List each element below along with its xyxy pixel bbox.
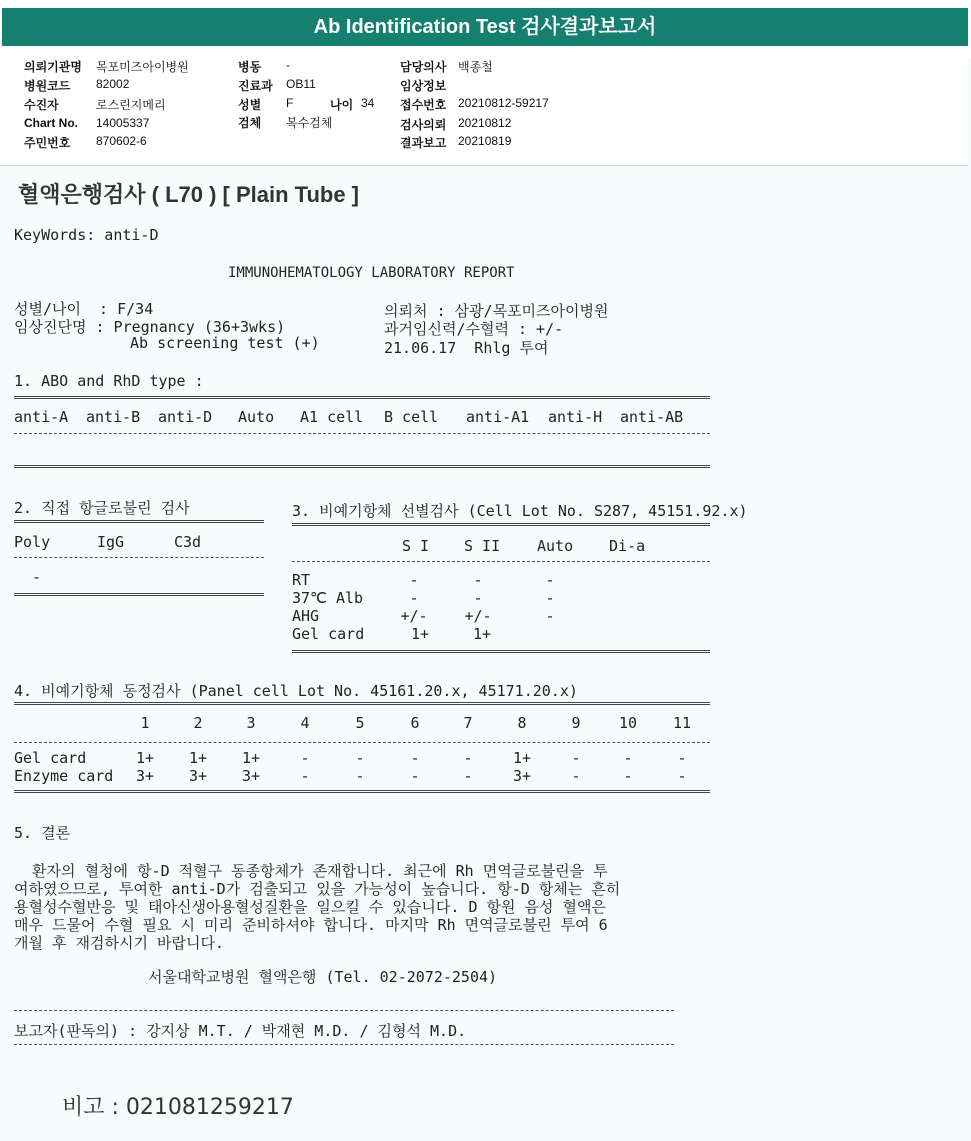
- screen-row-label: RT: [292, 571, 311, 589]
- panel-column-header: 10: [618, 714, 638, 732]
- panel-cell: -: [623, 767, 633, 785]
- section-3-title: 3. 비예기항체 선별검사 (Cell Lot No. S287, 45151.92.x): [292, 502, 748, 520]
- abo-header: anti-A: [14, 408, 69, 426]
- section-1-title: 1. ABO and RhD type :: [14, 372, 204, 390]
- divider: [14, 465, 710, 468]
- divider: [14, 1044, 674, 1045]
- section-2-title: 2. 직접 항글로불린 검사: [14, 499, 190, 517]
- screen-cell: +/-: [400, 607, 428, 625]
- report-title: Ab Identification Test 검사결과보고서: [2, 8, 968, 46]
- panel-column-header: 5: [355, 714, 365, 732]
- screen-cell: +/-: [464, 607, 492, 625]
- info-label: 주민번호: [24, 136, 71, 150]
- divider: [14, 557, 264, 558]
- info-value: 82002: [96, 77, 130, 91]
- panel-column-header: 8: [517, 714, 527, 732]
- dat-header: C3d: [174, 533, 202, 551]
- panel-row-label: Gel card: [14, 749, 87, 767]
- panel-cell: -: [463, 767, 473, 785]
- info-value: -: [286, 58, 290, 72]
- conclusion-line: 여하였으므로, 투여한 anti-D가 검출되고 있을 가능성이 높습니다. 항-D 항체는 흔히: [14, 880, 621, 898]
- info-value: 20210819: [458, 134, 512, 148]
- info-label: 담당의사: [400, 60, 447, 74]
- info-label: 병원코드: [24, 79, 71, 93]
- reporters: 보고자(판독의) : 강지상 M.T. / 박재현 M.D. / 김형석 M.D.: [14, 1022, 467, 1040]
- info-value: 34: [361, 96, 375, 110]
- panel-cell: -: [410, 767, 420, 785]
- info-label: 검체: [238, 116, 262, 130]
- info-value: 목포미즈아이병원: [96, 60, 189, 74]
- panel-cell: -: [355, 767, 365, 785]
- panel-cell: 3+: [135, 767, 155, 785]
- section-4-title: 4. 비예기항체 동정검사 (Panel cell Lot No. 45161.20.x, 45171.20.x): [14, 682, 578, 700]
- divider: [14, 790, 710, 793]
- info-value: 20210812-59217: [458, 96, 549, 110]
- conclusion-line: 환자의 혈청에 항-D 적혈구 동종항체가 존재합니다. 최근에 Rh 면역글로불린을 투: [14, 862, 608, 880]
- divider: [14, 742, 710, 743]
- panel-column-header: 11: [672, 714, 692, 732]
- panel-cell: 1+: [241, 749, 261, 767]
- screen-cell: -: [545, 607, 555, 625]
- panel-cell: 3+: [241, 767, 261, 785]
- info-label: 접수번호: [400, 98, 447, 112]
- info-label: 임상정보: [400, 79, 447, 93]
- remark: 비고 : 021081259217: [62, 1095, 294, 1120]
- patient-info-panel: [0, 46, 968, 166]
- screen-header: S I: [402, 537, 430, 555]
- divider: [14, 520, 264, 523]
- panel-column-header: 9: [571, 714, 581, 732]
- info-value: 로스린지메리: [96, 98, 166, 112]
- divider: [292, 523, 710, 526]
- divider: [14, 702, 710, 705]
- panel-cell: -: [677, 749, 687, 767]
- panel-column-header: 4: [300, 714, 310, 732]
- panel-cell: -: [300, 767, 310, 785]
- panel-cell: 1+: [188, 749, 208, 767]
- info-value: F: [286, 96, 294, 110]
- abo-header: anti-A1: [466, 408, 530, 426]
- hospital-contact: 서울대학교병원 혈액은행 (Tel. 02-2072-2504): [148, 968, 498, 986]
- screen-header: Auto: [537, 537, 574, 555]
- panel-cell: -: [355, 749, 365, 767]
- info-label: 진료과: [238, 79, 273, 93]
- info-label: 결과보고: [400, 136, 447, 150]
- divider: [292, 561, 710, 562]
- report-section-title: 혈액은행검사 ( L70 ) [ Plain Tube ]: [18, 182, 360, 207]
- panel-column-header: 2: [193, 714, 203, 732]
- divider: [14, 1010, 674, 1011]
- diagnosis: 임상진단명 : Pregnancy (36+3wks): [14, 318, 286, 336]
- requester: 의뢰처 : 삼광/목포미즈아이병원: [384, 302, 609, 320]
- panel-cell: -: [677, 767, 687, 785]
- panel-cell: 1+: [512, 749, 532, 767]
- screen-cell: -: [473, 589, 483, 607]
- screen-row-label: 37℃ Alb: [292, 589, 364, 607]
- conclusion-line: 매우 드물어 수혈 필요 시 미리 준비하셔야 합니다. 마지막 Rh 면역글로불린 투여 6: [14, 916, 608, 934]
- panel-cell: 1+: [135, 749, 155, 767]
- abo-header: A1 cell: [300, 408, 364, 426]
- panel-column-header: 6: [410, 714, 420, 732]
- lab-report-title: IMMUNOHEMATOLOGY LABORATORY REPORT: [228, 265, 515, 281]
- panel-cell: -: [463, 749, 473, 767]
- divider: [14, 593, 264, 596]
- screen-header: S II: [464, 537, 501, 555]
- info-label: Chart No.: [24, 116, 78, 130]
- sex-age: 성별/나이 : F/34: [14, 300, 154, 318]
- screen-cell: 1+: [472, 625, 492, 643]
- info-label: 의뢰기관명: [24, 60, 82, 74]
- info-value: 복수검체: [286, 116, 333, 130]
- panel-column-header: 3: [246, 714, 256, 732]
- dat-result: -: [32, 568, 42, 586]
- panel-cell: -: [623, 749, 633, 767]
- dat-header: IgG: [97, 533, 125, 551]
- info-value: 20210812: [458, 116, 512, 130]
- abo-header: B cell: [384, 408, 439, 426]
- panel-row-label: Enzyme card: [14, 767, 114, 785]
- dat-header: Poly: [14, 533, 51, 551]
- screen-row-label: Gel card: [292, 625, 365, 643]
- abo-header: anti-D: [158, 408, 213, 426]
- abo-header: anti-H: [548, 408, 603, 426]
- panel-cell: -: [571, 767, 581, 785]
- panel-cell: 3+: [188, 767, 208, 785]
- divider: [14, 433, 710, 434]
- panel-cell: -: [571, 749, 581, 767]
- screen-header: Di-a: [609, 537, 646, 555]
- divider: [292, 650, 710, 653]
- info-value: OB11: [286, 77, 316, 91]
- screen-cell: -: [409, 589, 419, 607]
- info-value: 14005337: [96, 116, 150, 130]
- info-label: 나이: [330, 98, 354, 112]
- panel-column-header: 7: [463, 714, 473, 732]
- history-detail: 21.06.17 Rhlg 투여: [384, 339, 549, 357]
- conclusion-line: 개월 후 재검하시기 바랍니다.: [14, 934, 225, 952]
- abo-header: Auto: [238, 408, 275, 426]
- info-value: 870602-6: [96, 134, 147, 148]
- screen-row-label: AHG: [292, 607, 320, 625]
- abo-header: anti-B: [86, 408, 141, 426]
- info-label: 성별: [238, 98, 262, 112]
- screen-cell: 1+: [410, 625, 430, 643]
- screen-cell: -: [545, 571, 555, 589]
- info-label: 병동: [238, 60, 262, 74]
- info-label: 수진자: [24, 98, 59, 112]
- screen-cell: -: [545, 589, 555, 607]
- divider: [14, 396, 710, 399]
- screen-cell: -: [409, 571, 419, 589]
- info-value: 백종철: [458, 60, 493, 74]
- conclusion-line: 용혈성수혈반응 및 태아신생아용혈성질환을 일으킬 수 있습니다. D 항원 음성 혈액은: [14, 898, 607, 916]
- abo-header: anti-AB: [620, 408, 684, 426]
- info-label: 검사의뢰: [400, 118, 447, 132]
- keywords: KeyWords: anti-D: [14, 226, 159, 244]
- diagnosis-detail: Ab screening test (+): [130, 334, 320, 352]
- screen-cell: -: [473, 571, 483, 589]
- panel-column-header: 1: [140, 714, 150, 732]
- panel-cell: -: [410, 749, 420, 767]
- history: 과거임신력/수혈력 : +/-: [384, 320, 564, 338]
- panel-cell: -: [300, 749, 310, 767]
- panel-cell: 3+: [512, 767, 532, 785]
- section-5-title: 5. 결론: [14, 824, 71, 842]
